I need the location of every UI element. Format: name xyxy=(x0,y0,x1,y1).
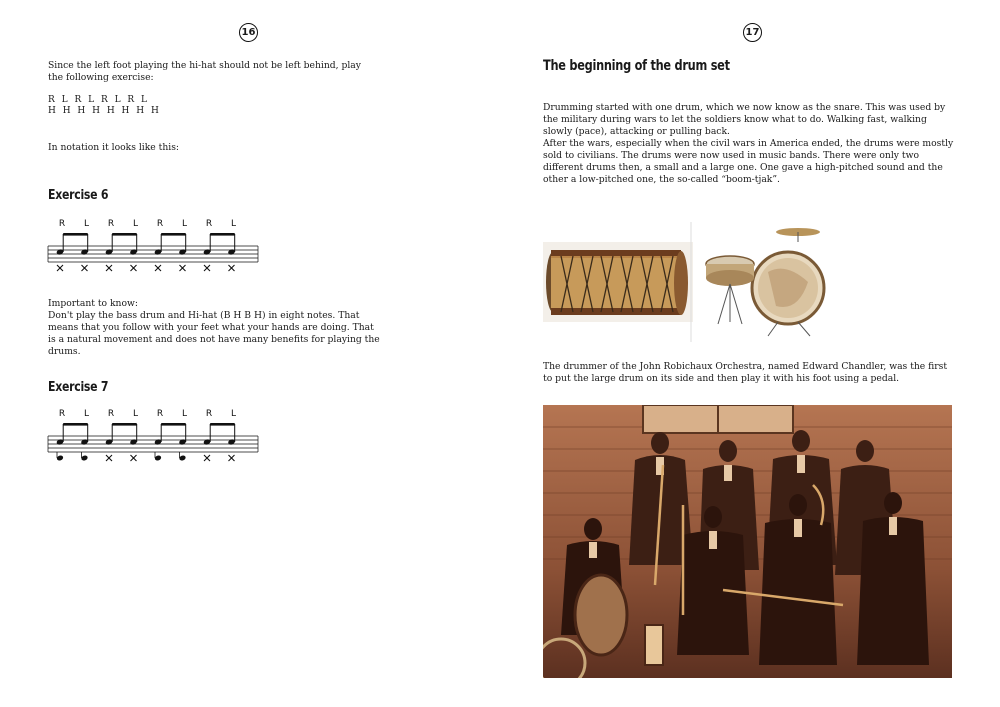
page-number-left: 16 xyxy=(239,23,258,42)
sticking-label: L xyxy=(230,409,237,419)
sticking-label: R xyxy=(156,409,164,419)
important-title: Important to know: xyxy=(48,298,138,309)
staff-lines xyxy=(48,246,258,262)
sticking-labels xyxy=(59,409,236,419)
hihat-foot-note xyxy=(229,455,235,461)
sticking-hands: R L R L R L R L xyxy=(48,95,150,105)
sticking-label: L xyxy=(132,219,139,229)
sticking-labels xyxy=(59,219,236,229)
staff-lines xyxy=(48,436,258,452)
sticking-label: R xyxy=(58,409,66,419)
snare-drum-photo xyxy=(543,222,693,342)
hihat-foot-note xyxy=(155,265,161,271)
sticking-label: R xyxy=(205,409,213,419)
hihat-foot-note xyxy=(204,455,210,461)
sticking-label: R xyxy=(58,219,66,229)
history-paragraph-2: After the wars, especially when the civil wars in America ended, the drums were mostly sold to civilians. The drums were now used in music bands. There were only two different drums then, a small and a large one. One gave a high-pitched sound and the other a low-pitched one, the so-called “boom-tjak”. xyxy=(543,138,954,185)
hihat-foot-note xyxy=(204,265,210,271)
early-drum-set-photo xyxy=(698,222,838,342)
sticking-label: R xyxy=(107,409,115,419)
hihat-foot-note xyxy=(180,265,186,271)
hihat-foot-note xyxy=(82,265,88,271)
hihat-foot-note xyxy=(57,265,63,271)
exercise-7-title: Exercise 7 xyxy=(48,379,109,395)
notation-intro: In notation it looks like this: xyxy=(48,142,179,153)
note-beam xyxy=(161,423,186,426)
sticking-label: L xyxy=(181,409,188,419)
history-paragraph-1: Drumming started with one drum, which we now know as the snare. This was used by the military during wars to let the soldiers know what to do. Walking fast, walking slowly (pace), attacking or pulling back. xyxy=(543,102,946,137)
sticking-label: L xyxy=(132,409,139,419)
hihat-foot-note xyxy=(131,455,137,461)
exercise-7-notation xyxy=(46,404,262,468)
exercise-6-title: Exercise 6 xyxy=(48,187,109,203)
note-beam xyxy=(210,233,235,236)
notes xyxy=(56,423,236,461)
sticking-label: L xyxy=(83,219,90,229)
page-number-right: 17 xyxy=(743,23,762,42)
orchestra-photo xyxy=(543,405,952,678)
sticking-label: L xyxy=(230,219,237,229)
notes xyxy=(56,233,236,271)
note-beam xyxy=(112,423,137,426)
sticking-feet: H H H H H H H H xyxy=(48,106,161,116)
hihat-foot-note xyxy=(229,265,235,271)
exercise-6-notation xyxy=(46,214,262,276)
important-text: Don't play the bass drum and Hi-hat (B H B H) in eight notes. That means that you follow with your feet what your hands are doing. That is a natural movement and does not have many benefits for playing the drums. xyxy=(48,310,380,357)
note-beam xyxy=(161,233,186,236)
note-beam xyxy=(63,233,87,236)
photo-caption: The drummer of the John Robichaux Orchestra, named Edward Chandler, was the first to put the large drum on its side and then play it with his foot using a pedal. xyxy=(543,361,948,384)
chapter-title: The beginning of the drum set xyxy=(543,58,730,74)
intro-text: Since the left foot playing the hi-hat should not be left behind, play the following exercise: xyxy=(48,60,361,83)
hihat-foot-note xyxy=(106,265,112,271)
note-beam xyxy=(63,423,87,426)
sticking-label: L xyxy=(181,219,188,229)
sticking-label: R xyxy=(205,219,213,229)
hihat-foot-note xyxy=(131,265,137,271)
note-beam xyxy=(210,423,235,426)
note-beam xyxy=(112,233,137,236)
sticking-label: R xyxy=(156,219,164,229)
hihat-foot-note xyxy=(106,455,112,461)
sticking-label: L xyxy=(83,409,90,419)
sticking-label: R xyxy=(107,219,115,229)
